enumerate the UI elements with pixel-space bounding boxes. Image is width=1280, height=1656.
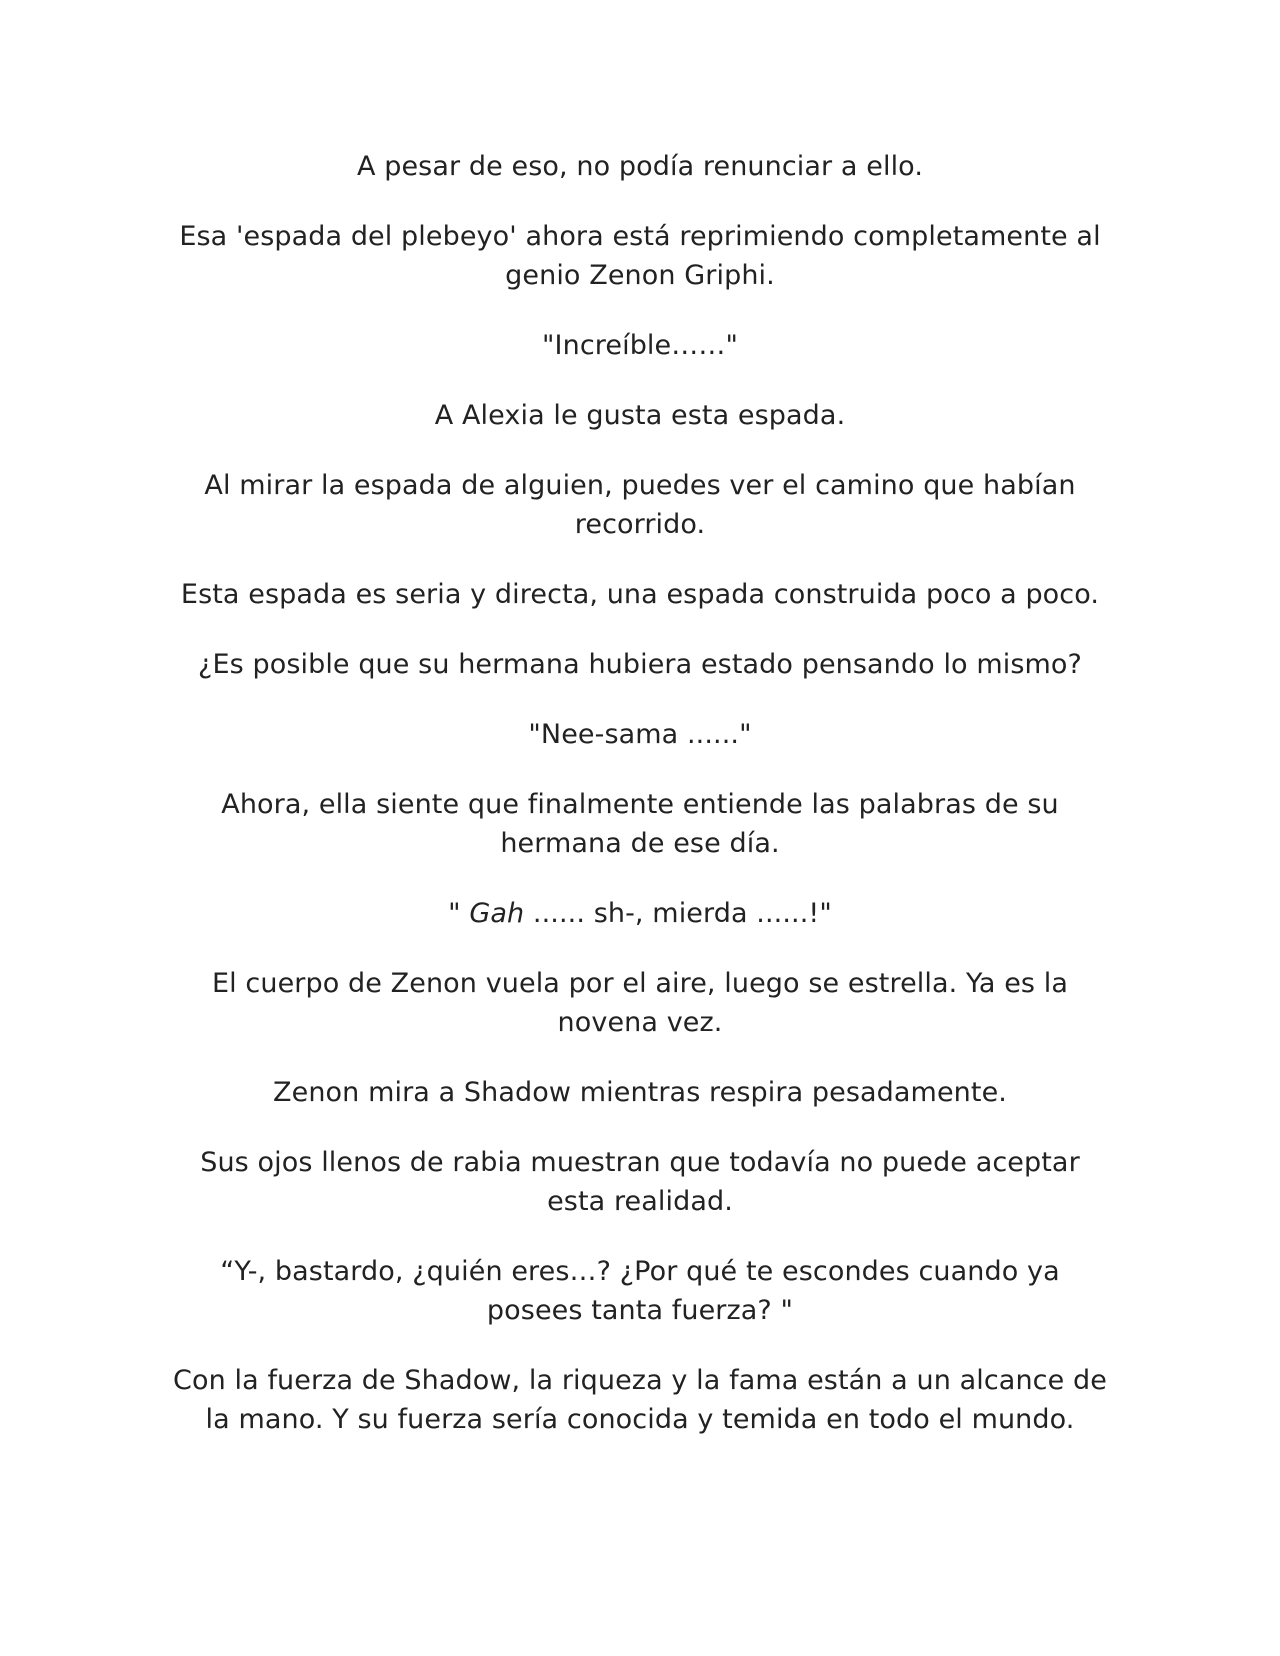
paragraph: "Nee-sama ......": [528, 719, 752, 750]
paragraph: Con la fuerza de Shadow, la riqueza y la fama están a un alcance de la mano. Y su fuerza sería conocida y temida en todo el mundo.: [173, 1365, 1107, 1435]
document-body: [170, 147, 1110, 1470]
paragraph: Zenon mira a Shadow mientras respira pesadamente.: [273, 1077, 1007, 1108]
paragraph: Sus ojos llenos de rabia muestran que todavía no puede aceptar esta realidad.: [200, 1147, 1080, 1217]
paragraph: Ahora, ella siente que finalmente entiende las palabras de su hermana de ese día.: [221, 789, 1059, 859]
paragraph: A pesar de eso, no podía renunciar a ello.: [356, 151, 924, 182]
paragraph: "Increíble……": [542, 330, 738, 361]
paragraph: Al mirar la espada de alguien, puedes ver el camino que habían recorrido.: [204, 470, 1076, 540]
paragraph-suffix: ...... sh-, mierda ......!": [524, 898, 832, 929]
paragraph: ¿Es posible que su hermana hubiera estado pensando lo mismo?: [198, 649, 1082, 680]
paragraph-italic: Gah: [469, 898, 525, 929]
paragraph-prefix: ": [448, 898, 470, 929]
paragraph: El cuerpo de Zenon vuela por el aire, luego se estrella. Ya es la novena vez.: [211, 968, 1069, 1038]
paragraph: “Y-, bastardo, ¿quién eres…? ¿Por qué te escondes cuando ya posees tanta fuerza? ": [220, 1256, 1060, 1326]
paragraph: A Alexia le gusta esta espada.: [434, 400, 846, 431]
paragraph: Esta espada es seria y directa, una espada construida poco a poco.: [180, 579, 1100, 610]
paragraph-mixed: [170, 894, 1110, 933]
paragraph: Esa 'espada del plebeyo' ahora está reprimiendo completamente al genio Zenon Griphi.: [179, 221, 1101, 291]
